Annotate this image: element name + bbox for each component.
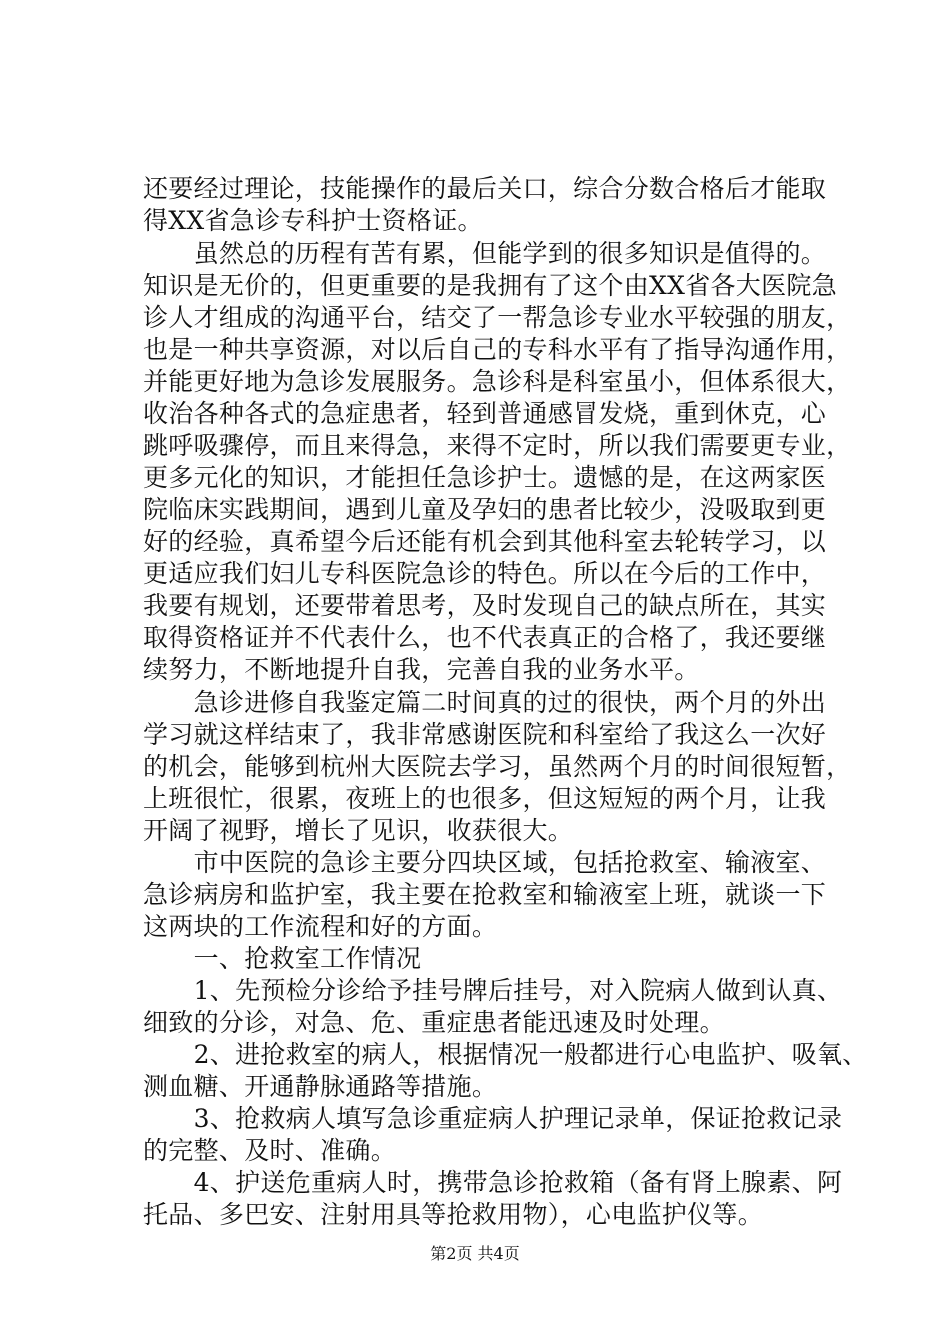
body-text-line: 跳呼吸骤停，而且来得急，来得不定时，所以我们需要更专业，	[143, 431, 852, 460]
body-text-line: 好的经验，真希望今后还能有机会到其他科室去轮转学习，以	[143, 527, 827, 556]
body-text-line: 的机会，能够到杭州大医院去学习，虽然两个月的时间很短暂，	[143, 752, 852, 781]
body-text-line: 上班很忙，很累，夜班上的也很多，但这短短的两个月，让我	[143, 784, 827, 813]
body-text-line: 细致的分诊，对急、危、重症患者能迅速及时处理。	[143, 1008, 725, 1037]
body-text-line: 院临床实践期间，遇到儿童及孕妇的患者比较少，没吸取到更	[143, 495, 827, 524]
body-text-line: 诊人才组成的沟通平台，结交了一帮急诊专业水平较强的朋友，	[143, 303, 852, 332]
body-text-line: 急诊病房和监护室，我主要在抢救室和输液室上班，就谈一下	[143, 880, 827, 909]
section-heading: 一、抢救室工作情况	[143, 944, 422, 973]
body-text-line: 3、抢救病人填写急诊重症病人护理记录单，保证抢救记录	[143, 1104, 843, 1133]
body-text-line: 虽然总的历程有苦有累，但能学到的很多知识是值得的。	[143, 239, 827, 268]
body-text-line: 并能更好地为急诊发展服务。急诊科是科室虽小，但体系很大，	[143, 367, 852, 396]
body-text-line: 更适应我们妇儿专科医院急诊的特色。所以在今后的工作中，	[143, 559, 827, 588]
body-text-line: 取得资格证并不代表什么，也不代表真正的合格了，我还要继	[143, 623, 827, 652]
body-text-line: 续努力，不断地提升自我，完善自我的业务水平。	[143, 655, 700, 684]
body-text-line: 急诊进修自我鉴定篇二时间真的过的很快，两个月的外出	[143, 688, 827, 717]
body-text-line: 知识是无价的，但更重要的是我拥有了这个由XX省各大医院急	[143, 271, 837, 300]
body-text-line: 市中医院的急诊主要分四块区域，包括抢救室、输液室、	[143, 848, 827, 877]
body-text-line: 学习就这样结束了，我非常感谢医院和科室给了我这么一次好	[143, 720, 827, 749]
body-text-line: 也是一种共享资源，对以后自己的专科水平有了指导沟通作用，	[143, 335, 852, 364]
body-text-line: 我要有规划，还要带着思考，及时发现自己的缺点所在，其实	[143, 591, 827, 620]
body-text-line: 托品、多巴安、注射用具等抢救用物），心电监护仪等。	[143, 1200, 764, 1229]
body-text-line: 4、护送危重病人时，携带急诊抢救箱（备有肾上腺素、阿	[143, 1168, 843, 1197]
body-text-line: 2、进抢救室的病人，根据情况一般都进行心电监护、吸氧、	[143, 1040, 868, 1069]
body-text-line: 开阔了视野，增长了见识，收获很大。	[143, 816, 574, 845]
body-text-line: 这两块的工作流程和好的方面。	[143, 912, 498, 941]
body-text-line: 1、先预检分诊给予挂号牌后挂号，对入院病人做到认真、	[143, 976, 843, 1005]
body-text-line: 测血糖、开通静脉通路等措施。	[143, 1072, 498, 1101]
body-text-line: 更多元化的知识，才能担任急诊护士。遗憾的是，在这两家医	[143, 463, 827, 492]
page-number-footer: 第2页 共4页	[430, 1244, 520, 1263]
body-text-line: 得XX省急诊专科护士资格证。	[143, 206, 483, 235]
body-text-line: 还要经过理论，技能操作的最后关口，综合分数合格后才能取	[143, 174, 827, 203]
body-text-line: 的完整、及时、准确。	[143, 1136, 397, 1165]
body-text-line: 收治各种各式的急症患者，轻到普通感冒发烧，重到休克，心	[143, 399, 827, 428]
